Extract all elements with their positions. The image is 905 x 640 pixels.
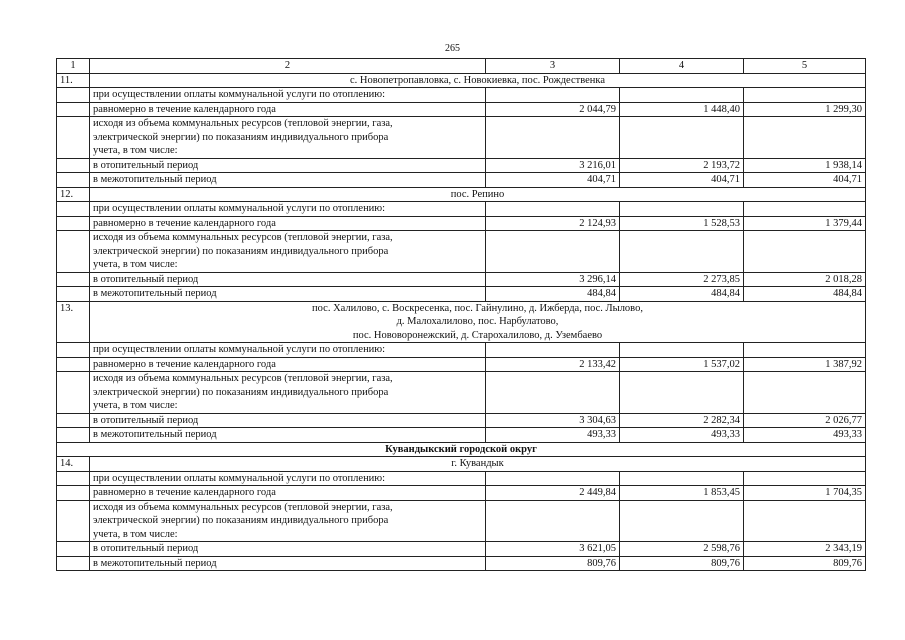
- header-row: [57, 59, 866, 74]
- value-cell: 1 938,14: [744, 158, 866, 173]
- section-number: 14.: [57, 457, 90, 472]
- value-cell: 2 044,79: [486, 102, 620, 117]
- district-title: Кувандыкский городской округ: [57, 442, 866, 457]
- table-row: [57, 272, 866, 287]
- section-number: 11.: [57, 73, 90, 88]
- row-label: равномерно в течение календарного года: [90, 486, 486, 501]
- value-cell: 2 018,28: [744, 272, 866, 287]
- section-title: пос. Халилово, с. Воскресенка, пос. Гайнулино, д. Ижберда, пос. Лылово, д. Малохалилово, пос. Нарбулатово, пос. Нововоронежский, д. Старохалилово, д. Узембаево: [90, 301, 866, 343]
- district-row: [57, 442, 866, 457]
- value-cell: 493,33: [744, 428, 866, 443]
- value-cell: 1 379,44: [744, 216, 866, 231]
- section-number: 13.: [57, 301, 90, 343]
- table-row: [57, 173, 866, 188]
- value-cell: 404,71: [620, 173, 744, 188]
- table-row: [57, 428, 866, 443]
- value-cell: 1 299,30: [744, 102, 866, 117]
- row-label: исходя из объема коммунальных ресурсов (тепловой энергии, газа, электрической энергии) по показаниям индивидуального прибора учета, в том числе:: [90, 372, 486, 414]
- table-row: [57, 486, 866, 501]
- section-title: г. Кувандык: [90, 457, 866, 472]
- table-row: [57, 287, 866, 302]
- value-cell: 493,33: [620, 428, 744, 443]
- value-cell: 3 304,63: [486, 413, 620, 428]
- row-label: в межотопительный период: [90, 556, 486, 571]
- table-row: [57, 343, 866, 358]
- row-label: исходя из объема коммунальных ресурсов (тепловой энергии, газа, электрической энергии) по показаниям индивидуального прибора учета, в том числе:: [90, 117, 486, 159]
- table-row: [57, 500, 866, 542]
- table-row: [57, 372, 866, 414]
- row-label: равномерно в течение календарного года: [90, 357, 486, 372]
- row-label: в отопительный период: [90, 542, 486, 557]
- section-title: с. Новопетропавловка, с. Новокиевка, пос. Рождественка: [90, 73, 866, 88]
- table-row: [57, 117, 866, 159]
- section-title-row: [57, 73, 866, 88]
- row-label: при осуществлении оплаты коммунальной услуги по отоплению:: [90, 202, 486, 217]
- row-label: в отопительный период: [90, 158, 486, 173]
- value-cell: 1 448,40: [620, 102, 744, 117]
- section-title: пос. Репино: [90, 187, 866, 202]
- row-label: в межотопительный период: [90, 287, 486, 302]
- value-cell: 404,71: [486, 173, 620, 188]
- value-cell: 2 449,84: [486, 486, 620, 501]
- value-cell: 809,76: [620, 556, 744, 571]
- table-row: [57, 471, 866, 486]
- value-cell: 1 537,02: [620, 357, 744, 372]
- row-label: равномерно в течение календарного года: [90, 102, 486, 117]
- value-cell: 484,84: [620, 287, 744, 302]
- row-label: при осуществлении оплаты коммунальной услуги по отоплению:: [90, 88, 486, 103]
- header-cell: 2: [90, 59, 486, 74]
- table-row: [57, 102, 866, 117]
- value-cell: 2 282,34: [620, 413, 744, 428]
- value-cell: 1 853,45: [620, 486, 744, 501]
- table-row: [57, 542, 866, 557]
- value-cell: 2 026,77: [744, 413, 866, 428]
- row-label: в отопительный период: [90, 413, 486, 428]
- value-cell: 2 343,19: [744, 542, 866, 557]
- value-cell: 484,84: [744, 287, 866, 302]
- table-row: [57, 357, 866, 372]
- row-label: в отопительный период: [90, 272, 486, 287]
- row-label: в межотопительный период: [90, 173, 486, 188]
- table-row: [57, 231, 866, 273]
- table-row: [57, 88, 866, 103]
- section-title-row: [57, 301, 866, 343]
- value-cell: 3 621,05: [486, 542, 620, 557]
- row-label: исходя из объема коммунальных ресурсов (тепловой энергии, газа, электрической энергии) по показаниям индивидуального прибора учета, в том числе:: [90, 231, 486, 273]
- value-cell: 2 273,85: [620, 272, 744, 287]
- tariff-table: [56, 58, 866, 571]
- row-label: в межотопительный период: [90, 428, 486, 443]
- header-cell: 4: [620, 59, 744, 74]
- value-cell: 3 296,14: [486, 272, 620, 287]
- value-cell: 1 528,53: [620, 216, 744, 231]
- header-cell: 1: [57, 59, 90, 74]
- section-title-row: [57, 187, 866, 202]
- row-label: при осуществлении оплаты коммунальной услуги по отоплению:: [90, 343, 486, 358]
- table-row: [57, 202, 866, 217]
- header-cell: 5: [744, 59, 866, 74]
- value-cell: 484,84: [486, 287, 620, 302]
- section-number: 12.: [57, 187, 90, 202]
- value-cell: 2 193,72: [620, 158, 744, 173]
- value-cell: 2 124,93: [486, 216, 620, 231]
- header-cell: 3: [486, 59, 620, 74]
- value-cell: 1 387,92: [744, 357, 866, 372]
- table-row: [57, 556, 866, 571]
- value-cell: 404,71: [744, 173, 866, 188]
- row-label: при осуществлении оплаты коммунальной услуги по отоплению:: [90, 471, 486, 486]
- table-row: [57, 413, 866, 428]
- value-cell: 1 704,35: [744, 486, 866, 501]
- value-cell: 493,33: [486, 428, 620, 443]
- table-row: [57, 158, 866, 173]
- value-cell: 809,76: [486, 556, 620, 571]
- value-cell: 2 133,42: [486, 357, 620, 372]
- row-label: равномерно в течение календарного года: [90, 216, 486, 231]
- value-cell: 3 216,01: [486, 158, 620, 173]
- section-title-row: [57, 457, 866, 472]
- value-cell: 809,76: [744, 556, 866, 571]
- table-row: [57, 216, 866, 231]
- value-cell: 2 598,76: [620, 542, 744, 557]
- page-number: 265: [445, 43, 460, 54]
- row-label: исходя из объема коммунальных ресурсов (тепловой энергии, газа, электрической энергии) по показаниям индивидуального прибора учета, в том числе:: [90, 500, 486, 542]
